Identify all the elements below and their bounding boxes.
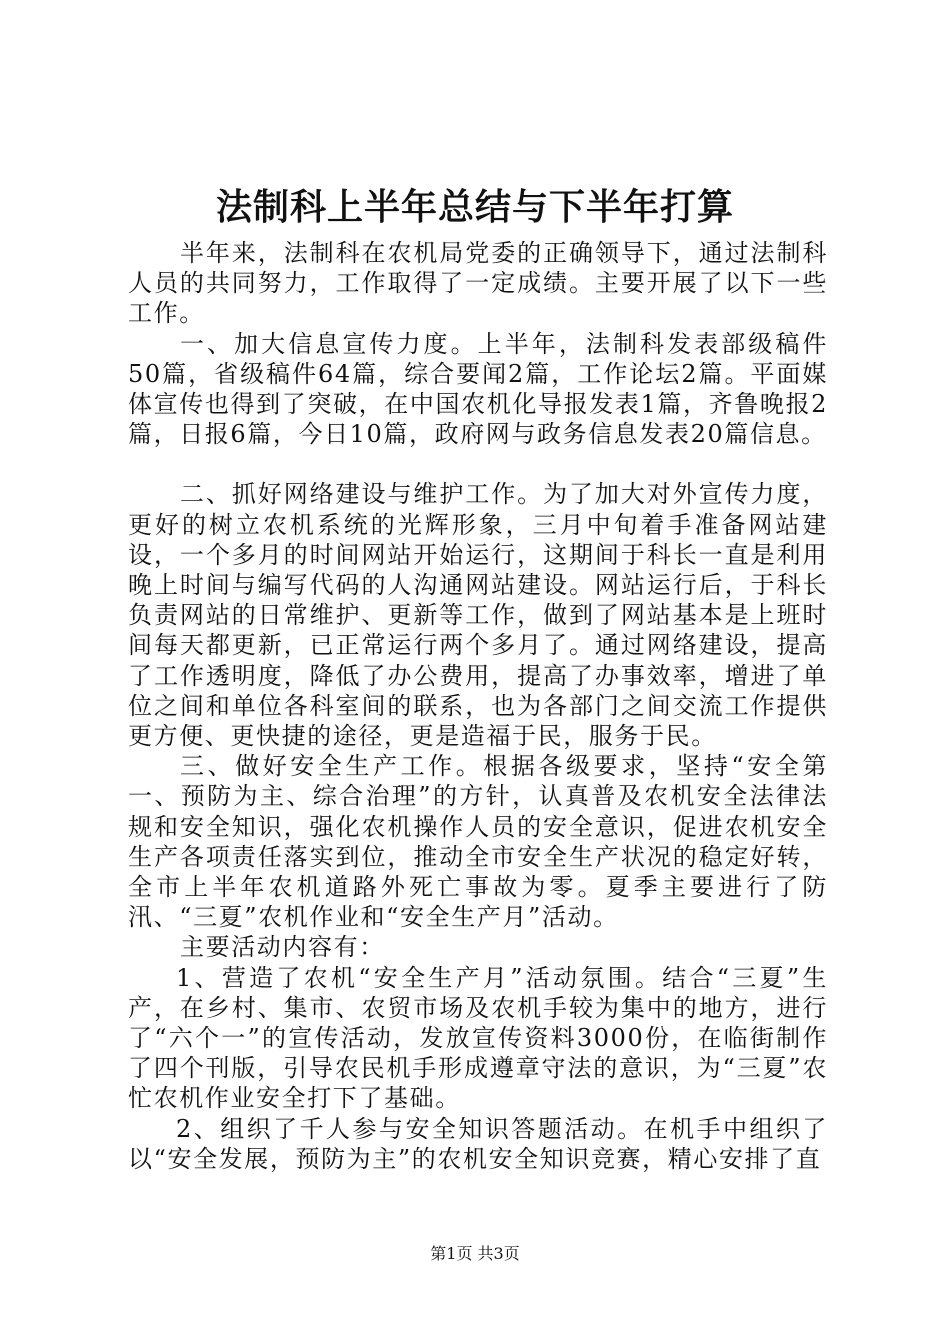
paragraph-section-1: 一、加大信息宣传力度。上半年，法制科发表部级稿件50篇，省级稿件64篇，综合要闻2篇，工作论坛2篇。平面媒体宣传也得到了突破，在中国农机化导报发表1篇，齐鲁晚报2篇，日报6篇，今日10篇，政府网与政务信息发表20篇信息。 — [128, 329, 828, 449]
paragraph-activity-2: 2、组织了千人参与安全知识答题活动。在机手中组织了以“安全发展，预防为主”的农机安全知识竞赛，精心安排了直 — [128, 1114, 828, 1173]
paragraph-section-3: 三、做好安全生产工作。根据各级要求，坚持“安全第一、预防为主、综合治理”的方针，认真普及农机安全法律法规和安全知识，强化农机操作人员的安全意识，促进农机安全生产各项责任落实到位，推动全市安全生产状况的稳定好转，全市上半年农机道路外死亡事故为零。夏季主要进行了防汛、“三夏”农机作业和“安全生产月”活动。 — [128, 752, 828, 932]
paragraph-activity-1: 1、营造了农机“安全生产月”活动氛围。结合“三夏”生产，在乡村、集市、农贸市场及农机手较为集中的地方，进行了“六个一”的宣传活动，发放宣传资料3000份，在临街制作了四个刊版，引导农民机手形成遵章守法的意识，为“三夏”农忙农机作业安全打下了基础。 — [128, 963, 828, 1113]
paragraph-intro: 半年来，法制科在农机局党委的正确领导下，通过法制科人员的共同努力，工作取得了一定成绩。主要开展了以下一些工作。 — [128, 239, 828, 328]
paragraph-section-2: 二、抓好网络建设与维护工作。为了加大对外宣传力度，更好的树立农机系统的光辉形象，三月中旬着手准备网站建设，一个多月的时间网站开始运行，这期间于科长一直是利用晚上时间与编写代码的人沟通网站建设。网站运行后，于科长负责网站的日常维护、更新等工作，做到了网站基本是上班时间每天都更新，已正常运行两个多月了。通过网络建设，提高了工作透明度，降低了办公费用，提高了办事效率，增进了单位之间和单位各科室间的联系，也为各部门之间交流工作提供更方便、更快捷的途径，更是造福于民，服务于民。 — [128, 480, 828, 751]
paragraph-activities-heading: 主要活动内容有： — [180, 933, 385, 962]
page-footer: 第1页 共3页 — [430, 1244, 520, 1263]
document-title: 法制科上半年总结与下半年打算 — [215, 186, 734, 228]
document-body — [128, 238, 828, 1174]
